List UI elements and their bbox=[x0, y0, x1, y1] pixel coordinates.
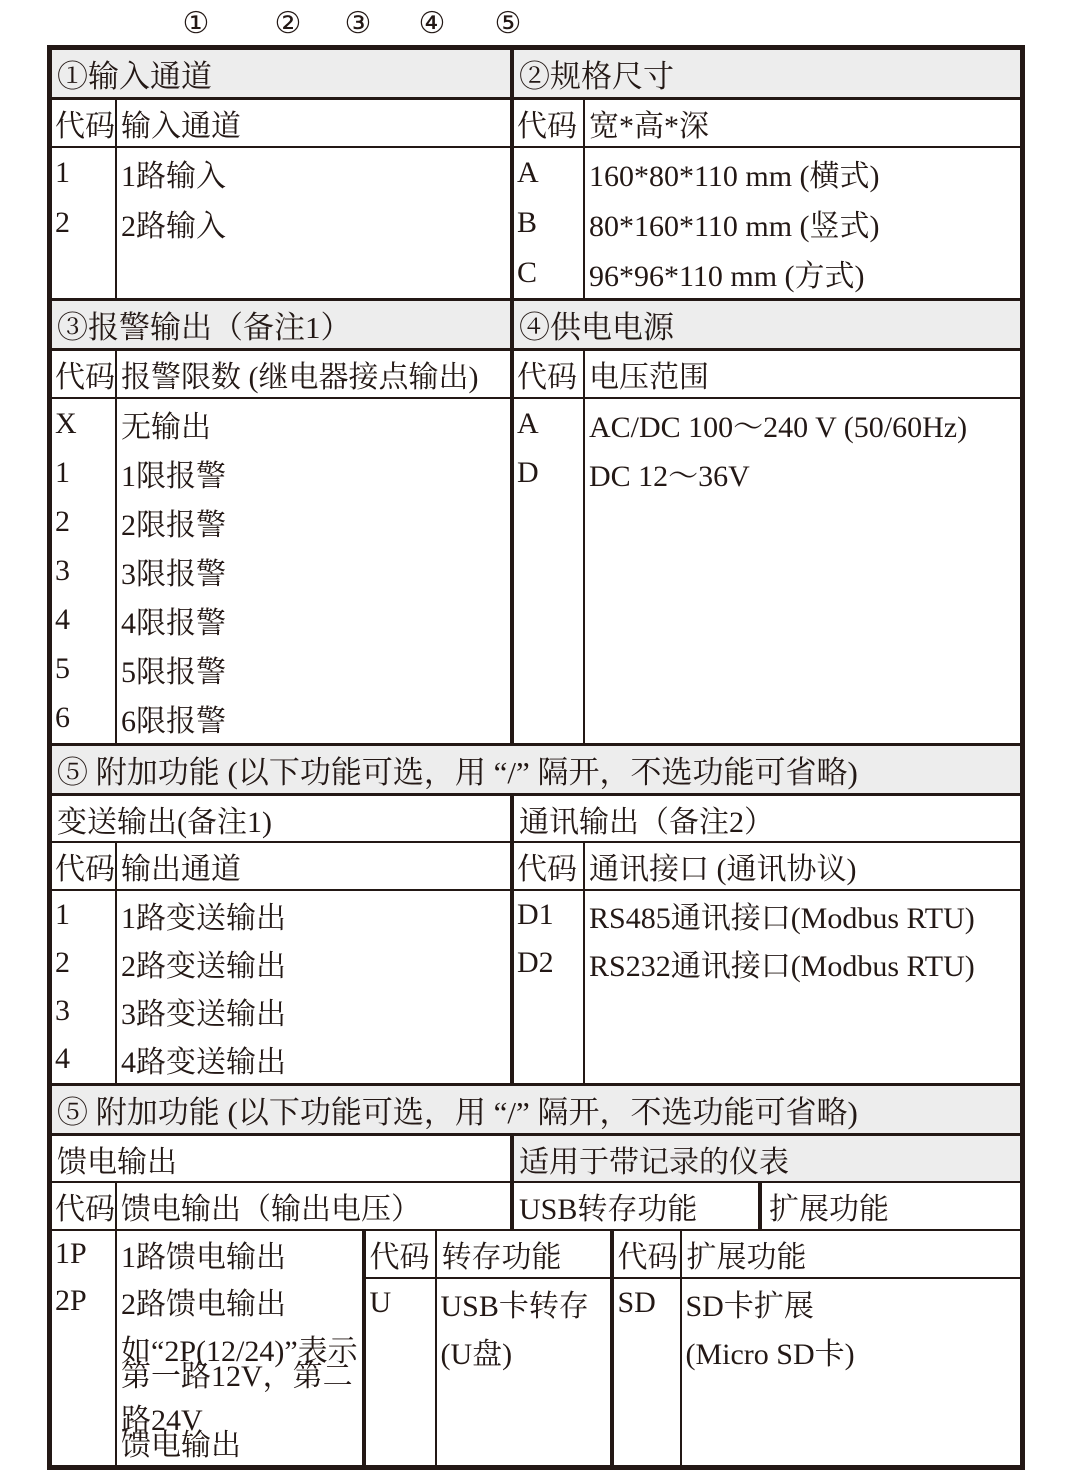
comm-code-header: 代码 bbox=[514, 843, 585, 889]
s3-row-label: 1限报警 bbox=[121, 459, 226, 493]
data-zone-alarm-power bbox=[52, 399, 1020, 743]
s2-row-label: 80*160*110 mm (竖式) bbox=[589, 210, 880, 243]
feed-row-code: 2P bbox=[55, 1284, 87, 1318]
s2-row-code: C bbox=[517, 256, 538, 289]
s1-row-label: 2路输入 bbox=[121, 210, 226, 243]
usb-panel-title: USB转存功能 bbox=[519, 1193, 698, 1226]
comm-value-header: 通讯接口 (通讯协议) bbox=[589, 853, 857, 886]
comm-row-label: RS485通讯接口(Modbus RTU) bbox=[589, 902, 975, 935]
s4-code-header: 代码 bbox=[514, 351, 585, 397]
data-zone-transmit-comm bbox=[52, 891, 1020, 1083]
section-band-input-size bbox=[52, 50, 1020, 100]
transmit-row-label: 2路变送输出 bbox=[121, 950, 286, 983]
s3-row-code: 6 bbox=[55, 701, 70, 735]
s1-row-code: 1 bbox=[55, 156, 70, 189]
transmit-code-header: 代码 bbox=[52, 843, 117, 889]
sd-row-label: (Micro SD卡) bbox=[685, 1338, 855, 1371]
feed-row-label: 1路馈电输出 bbox=[121, 1241, 286, 1275]
sd-row-code: SD bbox=[617, 1286, 656, 1319]
s4-value-header: 电压范围 bbox=[589, 361, 709, 394]
section3-title: ③报警输出（备注1） bbox=[52, 301, 510, 348]
usb-code-header: 代码 bbox=[369, 1241, 430, 1274]
header-row-feed-panels bbox=[52, 1183, 1020, 1231]
data-zone-input-size bbox=[52, 148, 1020, 298]
s2-row-code: A bbox=[517, 156, 539, 189]
feed-subtitle: 馈电输出 bbox=[57, 1145, 177, 1179]
comm-subtitle: 通讯输出（备注2） bbox=[510, 796, 1020, 841]
s3-row-code: 1 bbox=[55, 455, 70, 489]
usb-value-header: 转存功能 bbox=[441, 1241, 562, 1274]
s3-row-code: X bbox=[55, 406, 77, 440]
s3-value-header: 报警限数 (继电器接点输出) bbox=[121, 361, 479, 394]
usb-row-label: (U盘) bbox=[440, 1338, 513, 1371]
feed-note-line: 馈电输出 bbox=[121, 1428, 241, 1462]
s4-row-label: DC 12～36V bbox=[589, 459, 750, 493]
subheader-feed-record bbox=[52, 1136, 1020, 1183]
usb-row-code: U bbox=[369, 1286, 392, 1319]
s3-code-header: 代码 bbox=[52, 351, 117, 397]
sd-panel-title: 扩展功能 bbox=[758, 1183, 1020, 1229]
s3-row-label: 3限报警 bbox=[121, 557, 226, 591]
s3-row-label: 无输出 bbox=[121, 410, 211, 444]
section5b-title: ⑤ 附加功能 (以下功能可选，用 “/” 隔开，不选功能可省略) bbox=[52, 1086, 1020, 1133]
s4-row-code: A bbox=[517, 406, 539, 440]
model-selection-table bbox=[47, 45, 1025, 1470]
transmit-row-code: 3 bbox=[55, 994, 70, 1027]
s3-row-label: 2限报警 bbox=[121, 508, 226, 542]
circled-marker-3: ③ bbox=[344, 7, 372, 40]
section5a-title: ⑤ 附加功能 (以下功能可选，用 “/” 隔开，不选功能可省略) bbox=[52, 746, 1020, 793]
feed-row-label: 2路馈电输出 bbox=[121, 1288, 286, 1322]
comm-row-code: D1 bbox=[517, 898, 554, 931]
s4-row-code: D bbox=[517, 455, 539, 489]
transmit-row-label: 3路变送输出 bbox=[121, 998, 286, 1031]
usb-row-label: USB卡转存 bbox=[440, 1290, 589, 1323]
column-markers bbox=[0, 6, 1080, 42]
transmit-subtitle: 变送输出(备注1) bbox=[57, 805, 272, 839]
s1-row-label: 1路输入 bbox=[121, 160, 226, 193]
feed-note-line: 如“2P(12/24)”表示 bbox=[121, 1334, 358, 1368]
feed-value-header: 馈电输出（输出电压） bbox=[121, 1193, 421, 1226]
transmit-row-label: 1路变送输出 bbox=[121, 902, 286, 935]
header-row-input-size bbox=[52, 100, 1020, 148]
transmit-row-code: 2 bbox=[55, 946, 70, 979]
section2-title: ②规格尺寸 bbox=[510, 50, 1020, 97]
s3-row-label: 4限报警 bbox=[121, 606, 226, 640]
sd-value-header: 扩展功能 bbox=[686, 1241, 807, 1274]
data-zone-feed-record bbox=[52, 1231, 1020, 1465]
subheader-transmit-comm bbox=[52, 796, 1020, 843]
comm-row-label: RS232通讯接口(Modbus RTU) bbox=[589, 950, 975, 983]
transmit-row-code: 4 bbox=[55, 1042, 70, 1075]
feed-code-header: 代码 bbox=[52, 1183, 117, 1229]
s3-row-label: 6限报警 bbox=[121, 705, 226, 739]
sd-code-header: 代码 bbox=[617, 1241, 678, 1274]
s4-row-label: AC/DC 100～240 V (50/60Hz) bbox=[589, 410, 968, 444]
circled-marker-5: ⑤ bbox=[494, 7, 522, 40]
s3-row-code: 3 bbox=[55, 553, 70, 587]
record-subtitle: 适用于带记录的仪表 bbox=[510, 1136, 1020, 1181]
transmit-row-code: 1 bbox=[55, 898, 70, 931]
feed-row-code: 1P bbox=[55, 1237, 87, 1271]
s2-value-header: 宽*高*深 bbox=[589, 110, 709, 143]
section1-title: ①输入通道 bbox=[52, 50, 510, 97]
section4-title: ④供电电源 bbox=[510, 301, 1020, 348]
s2-row-label: 160*80*110 mm (横式) bbox=[589, 160, 880, 193]
sd-row-label: SD卡扩展 bbox=[685, 1290, 814, 1323]
s2-row-label: 96*96*110 mm (方式) bbox=[589, 260, 865, 293]
s3-row-code: 2 bbox=[55, 504, 70, 538]
circled-marker-2: ② bbox=[274, 7, 302, 40]
comm-row-code: D2 bbox=[517, 946, 554, 979]
header-row-transmit-comm bbox=[52, 843, 1020, 891]
s3-row-code: 4 bbox=[55, 602, 70, 636]
s2-row-code: B bbox=[517, 206, 538, 239]
s3-row-code: 5 bbox=[55, 652, 70, 686]
s1-value-header: 输入通道 bbox=[121, 110, 241, 143]
section-band-alarm-power bbox=[52, 298, 1020, 351]
s1-code-header: 代码 bbox=[52, 100, 117, 146]
transmit-value-header: 输出通道 bbox=[121, 853, 241, 886]
circled-marker-4: ④ bbox=[418, 7, 446, 40]
s2-code-header: 代码 bbox=[514, 100, 585, 146]
transmit-row-label: 4路变送输出 bbox=[121, 1046, 286, 1079]
section-band-addons-1 bbox=[52, 743, 1020, 796]
section-band-addons-2 bbox=[52, 1083, 1020, 1136]
circled-marker-1: ① bbox=[182, 7, 210, 40]
s3-row-label: 5限报警 bbox=[121, 656, 226, 690]
s1-row-code: 2 bbox=[55, 206, 70, 239]
header-row-alarm-power bbox=[52, 351, 1020, 399]
feed-note-line: 第一路12V，第二路24V bbox=[121, 1359, 353, 1437]
